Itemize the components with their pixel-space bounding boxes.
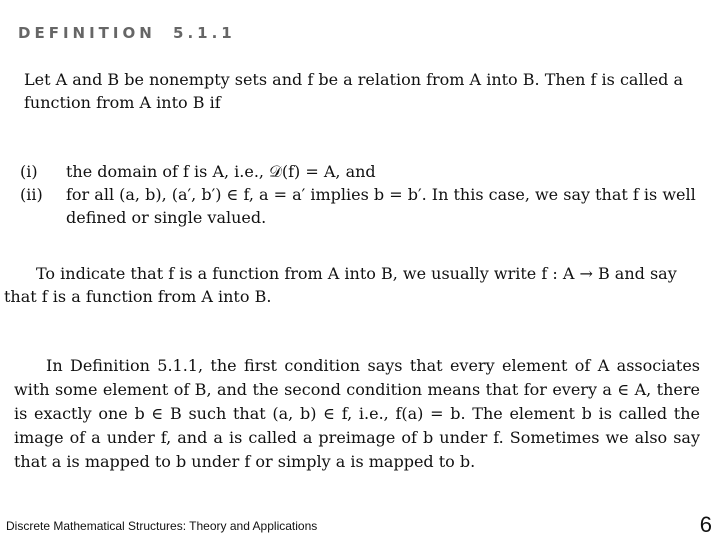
condition-number: (i) [20,162,38,181]
book-title-footer: Discrete Mathematical Structures: Theory and Applications [6,519,318,533]
definition-heading [18,24,236,42]
condition-text: the domain of f is A, i.e., 𝒟(f) = A, and [66,162,376,181]
definition-text: Let A and B be nonempty sets and f be a relation from A into B. Then f is called a function from A into B if [24,70,684,112]
discussion-paragraph: In Definition 5.1.1, the first condition says that every element of A associates with some element of B, and the second condition means that for every a ∈ A, there is exactly one b ∈ B such that (a, b) ∈ f, i.e., f(a) = b. The element b is called the image of a under f, and a is called a preimage of b under f. Sometimes we also say that a is mapped to b under f or simply a is mapped to b. [14,356,700,471]
condition-text: for all (a, b), (a′, b′) ∈ f, a = a′ implies b = b′. In this case, we say that f is well defined or single valued. [66,185,696,227]
condition-item [20,160,710,183]
condition-item [20,183,710,229]
page-number: 6 [699,512,712,537]
condition-number: (ii) [20,185,43,204]
definition-number: 5.1.1 [173,24,236,42]
definition-conditions [20,160,710,229]
notation-paragraph: To indicate that f is a function from A into B, we usually write f : A → B and say that f is a function from A into B. [4,264,677,306]
definition-label: DEFINITION [18,24,156,42]
